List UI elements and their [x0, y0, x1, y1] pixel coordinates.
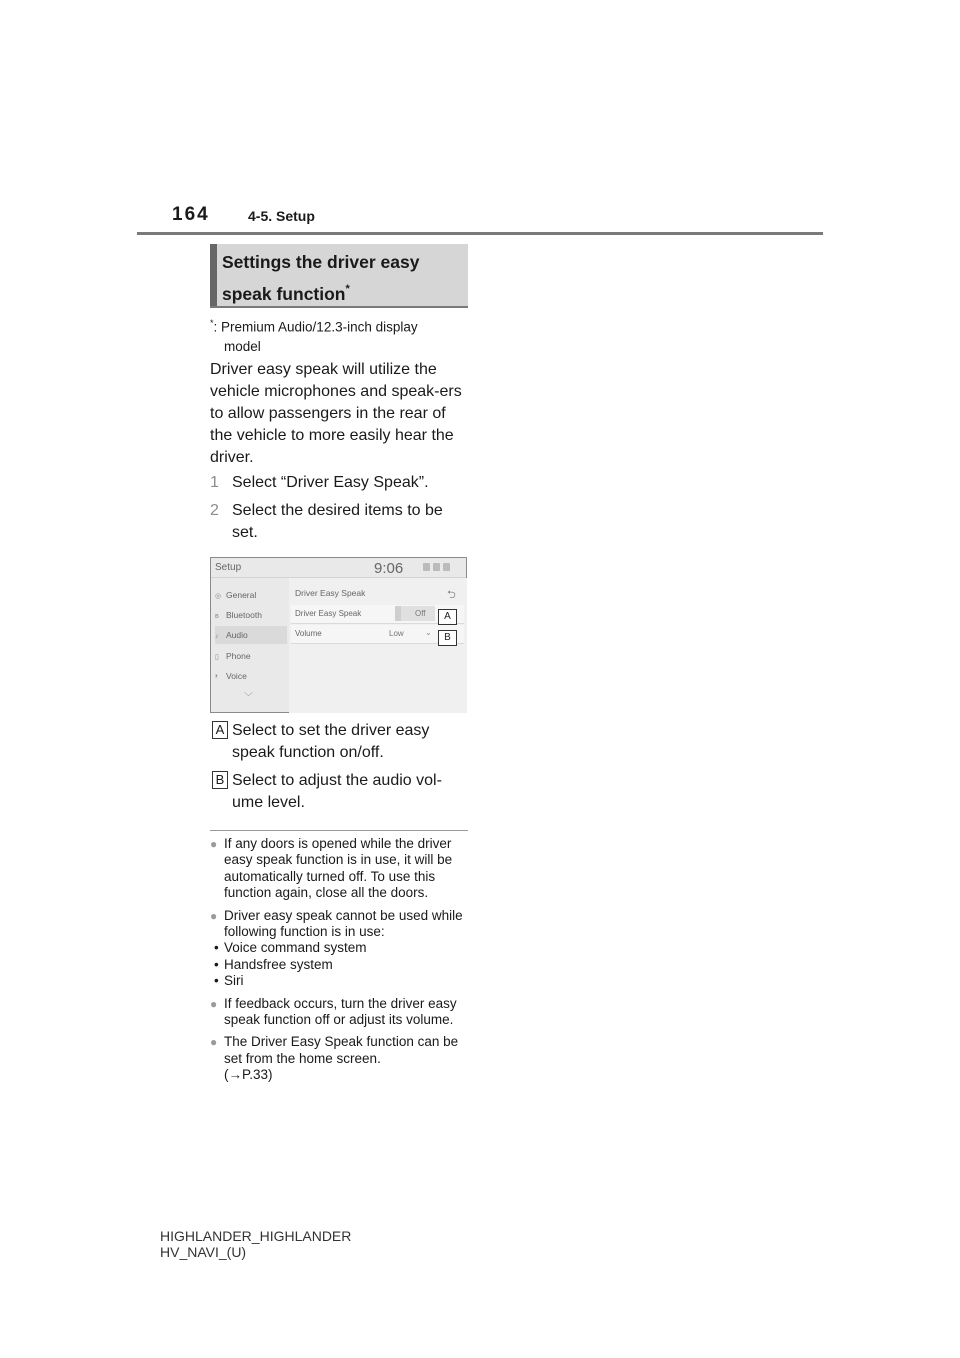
sidebar-item-bluetooth: [215, 606, 287, 624]
step-number: 1: [210, 474, 219, 491]
bullet-icon: ●: [210, 837, 218, 851]
sidebar-item-audio: [215, 626, 287, 644]
toggle-value: Off: [415, 609, 426, 618]
heading-text: Settings the driver easy speak function: [222, 252, 420, 304]
screen-title: Setup: [215, 562, 242, 573]
driver-easy-speak-toggle: [395, 606, 435, 621]
label-a: A: [212, 721, 228, 739]
chevron-down-icon: ﹀: [244, 692, 254, 702]
dot-icon: •: [214, 940, 219, 956]
intro-paragraph: Driver easy speak will utilize the vehicle microphones and speak-ers to allow passengers in the rear of the vehicle to more easily hear the driver.: [210, 361, 462, 466]
status-icons: [423, 563, 463, 572]
note-text: If feedback occurs, turn the driver easy speak function off or adjust its volume.: [224, 995, 457, 1028]
label-b: B: [212, 771, 228, 789]
step-1: [210, 472, 472, 494]
subitem-text: Voice command system: [224, 940, 367, 956]
note-item: [210, 1034, 472, 1083]
subitem-text: Handsfree system: [224, 956, 333, 972]
heading-footnote-mark: *: [345, 283, 350, 295]
note-text: If any doors is opened while the driver easy speak function is in use, it will be automatically turned off. To use this function again, close all the doors.: [224, 836, 453, 901]
note-item: [210, 908, 472, 990]
section-heading-box: [210, 244, 468, 308]
sidebar-item-label: Voice: [226, 671, 247, 681]
footer: [160, 1228, 351, 1260]
status-icon: [423, 563, 430, 571]
status-icon: [433, 563, 440, 571]
note-text: The Driver Easy Speak function can be set from the home screen.: [224, 1034, 459, 1066]
callout-b: B: [438, 630, 457, 646]
music-note-icon: ♪: [215, 633, 219, 640]
step-2: [210, 500, 472, 544]
bluetooth-icon: ʙ: [215, 613, 219, 620]
step-text: Select “Driver Easy Speak”.: [232, 474, 429, 491]
note-subitem: [210, 940, 472, 956]
bullet-icon: ●: [210, 1035, 218, 1050]
footnote-mark: *: [210, 318, 214, 328]
volume-value: Low: [389, 629, 404, 638]
notes-list: [210, 836, 472, 1090]
step-text: Select the desired items to be set.: [232, 502, 443, 541]
sidebar-item-general: [215, 586, 287, 604]
page-reference-link[interactable]: (→P.33): [224, 1067, 273, 1083]
subitem-text: Siri: [224, 973, 244, 989]
description-a: Select to set the driver easy speak function on/off.: [232, 722, 430, 761]
row-label: Driver Easy Speak: [295, 609, 362, 618]
screen-sidebar: [211, 578, 288, 713]
chevron-down-icon: ⌄: [425, 628, 432, 637]
section-heading: [222, 249, 468, 308]
dot-icon: •: [214, 973, 219, 989]
back-arrow-icon: ⮌: [447, 589, 456, 601]
voice-icon: ᵜ: [215, 674, 218, 681]
battery-icon: [443, 563, 450, 571]
sidebar-item-label: General: [226, 590, 257, 600]
description-b: Select to adjust the audio vol-ume level.: [232, 772, 442, 811]
sidebar-item-voice: [215, 667, 287, 685]
row-label: Volume: [295, 629, 322, 638]
phone-icon: ▯: [215, 654, 219, 661]
dot-icon: •: [214, 956, 219, 972]
setup-screen-image: [210, 557, 467, 713]
note-subitem: [210, 973, 472, 989]
bullet-icon: ●: [210, 908, 218, 923]
screen-clock: 9:06: [374, 560, 404, 577]
note-item: [210, 836, 472, 902]
step-number: 2: [210, 502, 219, 519]
sidebar-item-label: Audio: [226, 630, 248, 640]
footnote-text: : Premium Audio/12.3-inch display: [213, 319, 418, 335]
notes-divider: [210, 830, 468, 831]
note-subitem: [210, 957, 472, 973]
note-text: Driver easy speak cannot be used while following function is in use:: [224, 907, 463, 940]
footnote: [210, 314, 470, 356]
footnote-text-2: model: [224, 338, 261, 354]
sidebar-item-label: Bluetooth: [226, 610, 262, 620]
footer-line-2: HV_NAVI_(U): [160, 1244, 247, 1260]
footer-line-1: HIGHLANDER_HIGHLANDER: [160, 1228, 352, 1244]
page-number: 164: [172, 204, 210, 225]
sidebar-item-label: Phone: [226, 651, 251, 661]
general-icon: ◎: [215, 593, 222, 600]
bullet-icon: ●: [210, 996, 218, 1011]
heading-accent-bar: [210, 244, 217, 306]
section-title: 4-5. Setup: [248, 208, 315, 224]
panel-title: Driver Easy Speak: [295, 588, 366, 598]
callout-a: A: [438, 609, 457, 625]
sidebar-item-phone: [215, 647, 287, 665]
header-rule: [137, 232, 823, 235]
note-item: [210, 996, 472, 1029]
